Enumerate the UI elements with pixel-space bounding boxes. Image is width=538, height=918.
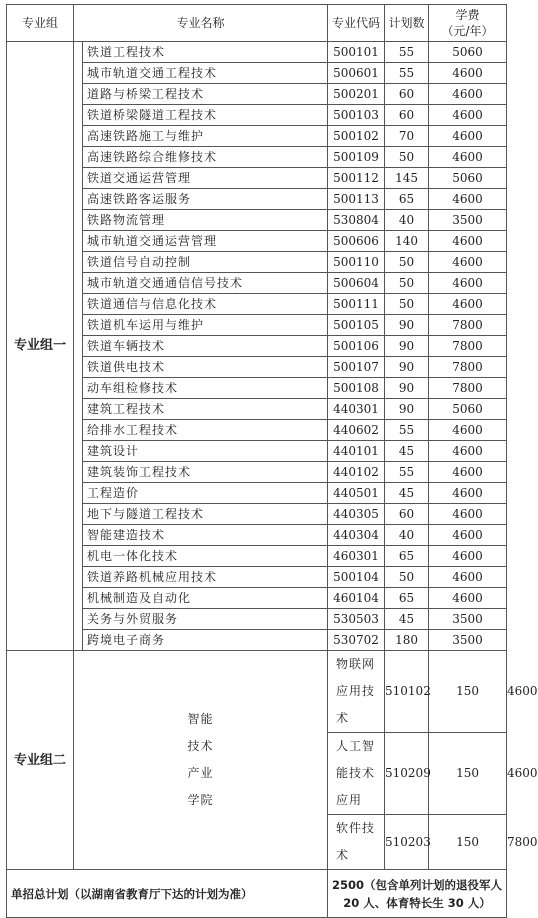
tuition-fee: 4600: [429, 441, 507, 462]
group2-label: 专业组二: [7, 651, 74, 870]
department-line: 智能: [187, 712, 214, 726]
major-code: 440101: [328, 441, 385, 462]
major-name: 人工智能技术应用: [328, 733, 385, 815]
enrollment-plan-table-wrapper: [6, 4, 538, 918]
plan-count: 55: [385, 462, 429, 483]
plan-count: 90: [385, 357, 429, 378]
plan-count: 150: [429, 651, 507, 733]
major-name: 机械制造及自动化: [83, 588, 328, 609]
major-name: 软件技术: [328, 815, 385, 870]
header-group: 专业组: [7, 5, 74, 42]
major-name: 机电一体化技术: [83, 546, 328, 567]
plan-count: 55: [385, 63, 429, 84]
plan-count: 140: [385, 231, 429, 252]
tuition-fee: 7800: [429, 378, 507, 399]
major-name: 建筑工程技术: [83, 399, 328, 420]
major-name: 物联网应用技术: [328, 651, 385, 733]
major-name: 铁道信号自动控制: [83, 252, 328, 273]
major-name: 铁道供电技术: [83, 357, 328, 378]
major-name: 给排水工程技术: [83, 420, 328, 441]
tuition-fee: 3500: [429, 630, 507, 651]
major-name: 关务与外贸服务: [83, 609, 328, 630]
major-code: 440301: [328, 399, 385, 420]
major-name: 高速铁路客运服务: [83, 189, 328, 210]
department-line: 学院: [187, 793, 214, 807]
plan-count: 65: [385, 189, 429, 210]
table-body: [7, 5, 507, 651]
major-name: 智能建造技术: [83, 525, 328, 546]
table-row: 专业组二 智能 技术 产业 学院 物联网应用技术 510102 150 4600: [7, 651, 507, 733]
major-code: 500111: [328, 294, 385, 315]
plan-count: 65: [385, 546, 429, 567]
group2-body: [7, 651, 538, 918]
header-plan-count: 计划数: [385, 5, 429, 42]
tuition-fee: 3500: [429, 609, 507, 630]
major-name: 铁道工程技术: [83, 42, 328, 63]
plan-count: 45: [385, 609, 429, 630]
tuition-fee: 4600: [429, 525, 507, 546]
tuition-fee: 4600: [429, 252, 507, 273]
major-name: 铁道养路机械应用技术: [83, 567, 328, 588]
tuition-fee: 5060: [429, 42, 507, 63]
major-code: 500604: [328, 273, 385, 294]
tuition-fee: 7800: [429, 315, 507, 336]
tuition-fee: 4600: [429, 147, 507, 168]
major-name: 工程造价: [83, 483, 328, 504]
major-name: 铁道机车运用与维护: [83, 315, 328, 336]
major-name: 铁路物流管理: [83, 210, 328, 231]
major-code: 440501: [328, 483, 385, 504]
major-code: 460301: [328, 546, 385, 567]
header-fee: [429, 5, 507, 42]
major-code: 510203: [385, 815, 429, 870]
tuition-fee: 7800: [429, 357, 507, 378]
tuition-fee: 4600: [429, 588, 507, 609]
major-code: 440304: [328, 525, 385, 546]
tuition-fee: 4600: [429, 63, 507, 84]
major-code: 440305: [328, 504, 385, 525]
tuition-fee: 4600: [429, 126, 507, 147]
group1-spacer: [74, 42, 83, 651]
tuition-fee: 5060: [429, 399, 507, 420]
major-code: 500109: [328, 147, 385, 168]
plan-count: 45: [385, 441, 429, 462]
major-code: 530702: [328, 630, 385, 651]
major-code: 500105: [328, 315, 385, 336]
tuition-fee: 4600: [429, 462, 507, 483]
major-code: 500201: [328, 84, 385, 105]
tuition-fee: 4600: [429, 546, 507, 567]
plan-count: 50: [385, 147, 429, 168]
tuition-fee: 4600: [429, 567, 507, 588]
header-fee-label: 学费: [455, 8, 480, 22]
plan-count: 50: [385, 567, 429, 588]
major-code: 500106: [328, 336, 385, 357]
major-name: 城市轨道交通工程技术: [83, 63, 328, 84]
plan-count: 50: [385, 273, 429, 294]
plan-count: 55: [385, 420, 429, 441]
major-code: 500104: [328, 567, 385, 588]
tuition-fee: 4600: [429, 189, 507, 210]
department-line: 技术: [187, 739, 214, 753]
plan-count: 50: [385, 252, 429, 273]
major-name: 动车组检修技术: [83, 378, 328, 399]
major-name: 铁道通信与信息化技术: [83, 294, 328, 315]
plan-count: 150: [429, 733, 507, 815]
tuition-fee: 4600: [429, 105, 507, 126]
major-code: 440102: [328, 462, 385, 483]
tuition-fee: 4600: [429, 84, 507, 105]
group2-department: [74, 651, 328, 870]
major-name: 高速铁路施工与维护: [83, 126, 328, 147]
major-code: 500112: [328, 168, 385, 189]
tuition-fee: 3500: [429, 210, 507, 231]
total-plan-row: [7, 870, 507, 918]
enrollment-plan-table: [6, 4, 538, 918]
total-plan-value: 2500（包含单列计划的退役军人 20 人、体育特长生 30 人）: [328, 870, 507, 918]
plan-count: 60: [385, 84, 429, 105]
major-code: 530804: [328, 210, 385, 231]
tuition-fee: 5060: [429, 168, 507, 189]
major-name: 建筑设计: [83, 441, 328, 462]
tuition-fee: 4600: [429, 504, 507, 525]
plan-count: 70: [385, 126, 429, 147]
group1-label: 专业组一: [7, 42, 74, 651]
plan-count: 50: [385, 294, 429, 315]
header-fee-unit: （元/年）: [441, 24, 494, 38]
major-code: 500103: [328, 105, 385, 126]
plan-count: 65: [385, 588, 429, 609]
major-code: 530503: [328, 609, 385, 630]
major-code: 500113: [328, 189, 385, 210]
plan-count: 40: [385, 210, 429, 231]
major-name: 城市轨道交通通信信号技术: [83, 273, 328, 294]
department-line: 产业: [187, 766, 214, 780]
major-name: 建筑装饰工程技术: [83, 462, 328, 483]
major-name: 城市轨道交通运营管理: [83, 231, 328, 252]
major-code: 460104: [328, 588, 385, 609]
header-major-code: 专业代码: [328, 5, 385, 42]
header-row: [7, 5, 507, 42]
table-row: 软件技术 510203 150 7800: [7, 815, 507, 870]
tuition-fee: 4600: [429, 273, 507, 294]
major-name: 跨境电子商务: [83, 630, 328, 651]
major-code: 500601: [328, 63, 385, 84]
major-code: 500110: [328, 252, 385, 273]
total-plan-label: 单招总计划（以湖南省教育厅下达的计划为准）: [7, 870, 328, 918]
tuition-fee: 4600: [429, 420, 507, 441]
tuition-fee: 4600: [429, 294, 507, 315]
major-name: 铁道桥梁隧道工程技术: [83, 105, 328, 126]
plan-count: 180: [385, 630, 429, 651]
major-name: 道路与桥梁工程技术: [83, 84, 328, 105]
table-row: 人工智能技术应用 510209 150 4600: [7, 733, 507, 815]
plan-count: 55: [385, 42, 429, 63]
table-row: [7, 42, 507, 63]
major-name: 高速铁路综合维修技术: [83, 147, 328, 168]
major-name: 铁道交通运营管理: [83, 168, 328, 189]
plan-count: 90: [385, 378, 429, 399]
plan-count: 90: [385, 399, 429, 420]
major-code: 500101: [328, 42, 385, 63]
tuition-fee: 4600: [429, 231, 507, 252]
plan-count: 60: [385, 504, 429, 525]
major-code: 500606: [328, 231, 385, 252]
plan-count: 40: [385, 525, 429, 546]
header-major-name: 专业名称: [74, 5, 328, 42]
tuition-fee: 4600: [429, 483, 507, 504]
major-code: 510102: [385, 651, 429, 733]
major-name: 铁道车辆技术: [83, 336, 328, 357]
plan-count: 60: [385, 105, 429, 126]
plan-count: 145: [385, 168, 429, 189]
major-code: 500108: [328, 378, 385, 399]
plan-count: 90: [385, 315, 429, 336]
tuition-fee: 7800: [429, 336, 507, 357]
plan-count: 45: [385, 483, 429, 504]
major-code: 440602: [328, 420, 385, 441]
major-code: 500107: [328, 357, 385, 378]
plan-count: 90: [385, 336, 429, 357]
major-code: 500102: [328, 126, 385, 147]
plan-count: 150: [429, 815, 507, 870]
major-name: 地下与隧道工程技术: [83, 504, 328, 525]
major-code: 510209: [385, 733, 429, 815]
